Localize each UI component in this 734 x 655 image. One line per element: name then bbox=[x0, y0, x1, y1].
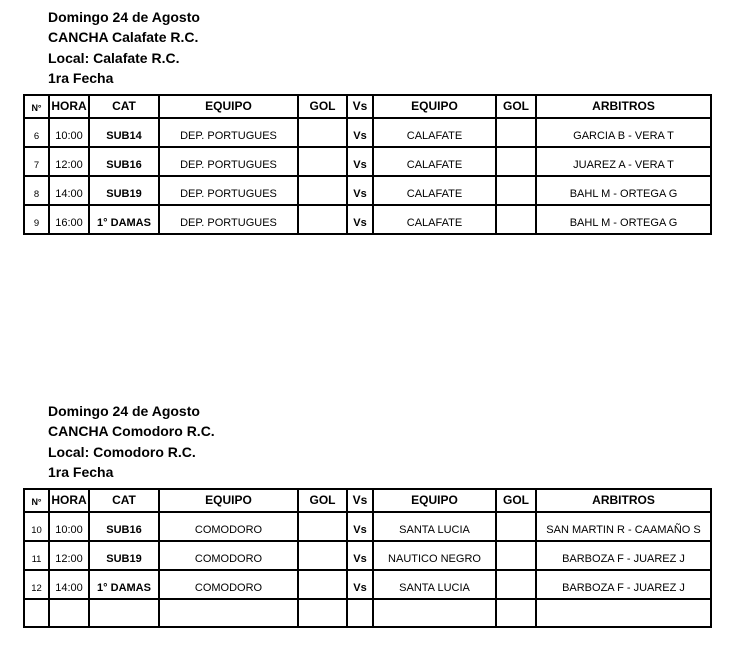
cell-gol-visita bbox=[496, 205, 536, 234]
cell-equipo-local: DEP. PORTUGUES bbox=[159, 205, 298, 234]
cell-categoria: SUB16 bbox=[89, 512, 159, 541]
cell-equipo-visita: CALAFATE bbox=[373, 176, 496, 205]
cell-equipo-visita: SANTA LUCIA bbox=[373, 570, 496, 599]
col-header-cat: CAT bbox=[89, 489, 159, 512]
cell-match-number bbox=[24, 599, 49, 627]
col-header-equipo-local: EQUIPO bbox=[159, 95, 298, 118]
fixture-section-comodoro bbox=[23, 401, 712, 628]
col-header-hora: HORA bbox=[49, 95, 89, 118]
cell-equipo-visita: CALAFATE bbox=[373, 205, 496, 234]
fixtures-table-comodoro bbox=[23, 488, 712, 628]
cell-arbitros: SAN MARTIN R - CAAMAÑO S bbox=[536, 512, 711, 541]
cell-arbitros: BARBOZA F - JUAREZ J bbox=[536, 570, 711, 599]
cell-gol-visita bbox=[496, 118, 536, 147]
section-headings bbox=[48, 401, 712, 482]
cell-arbitros: BAHL M - ORTEGA G bbox=[536, 176, 711, 205]
cell-hora: 16:00 bbox=[49, 205, 89, 234]
cell-arbitros: BAHL M - ORTEGA G bbox=[536, 205, 711, 234]
cell-match-number: 11 bbox=[24, 541, 49, 570]
cell-hora: 12:00 bbox=[49, 147, 89, 176]
cell-vs: Vs bbox=[347, 176, 373, 205]
empty-match-row bbox=[24, 599, 711, 627]
col-header-vs: Vs bbox=[347, 95, 373, 118]
cell-equipo-visita: NAUTICO NEGRO bbox=[373, 541, 496, 570]
cell-categoria: SUB14 bbox=[89, 118, 159, 147]
cell-gol-visita bbox=[496, 570, 536, 599]
table-header-row bbox=[24, 95, 711, 118]
cell-vs: Vs bbox=[347, 512, 373, 541]
cell-vs: Vs bbox=[347, 118, 373, 147]
cell-categoria: SUB16 bbox=[89, 147, 159, 176]
col-header-cat: CAT bbox=[89, 95, 159, 118]
col-header-equipo-visita: EQUIPO bbox=[373, 95, 496, 118]
col-header-num: N° bbox=[24, 95, 49, 118]
cell-gol-local bbox=[298, 570, 347, 599]
cell-hora: 14:00 bbox=[49, 176, 89, 205]
match-row bbox=[24, 570, 711, 599]
cell-vs: Vs bbox=[347, 147, 373, 176]
table-header-row bbox=[24, 489, 711, 512]
cell-gol-visita bbox=[496, 176, 536, 205]
cell-gol-local bbox=[298, 541, 347, 570]
cell-hora: 10:00 bbox=[49, 118, 89, 147]
match-row bbox=[24, 205, 711, 234]
cell-match-number: 6 bbox=[24, 118, 49, 147]
cell-arbitros: BARBOZA F - JUAREZ J bbox=[536, 541, 711, 570]
cell-gol-visita bbox=[496, 147, 536, 176]
cell-equipo-visita: CALAFATE bbox=[373, 147, 496, 176]
cell-hora: 12:00 bbox=[49, 541, 89, 570]
cell-equipo-visita: SANTA LUCIA bbox=[373, 512, 496, 541]
cell-categoria: 1° DAMAS bbox=[89, 205, 159, 234]
cell-categoria: SUB19 bbox=[89, 541, 159, 570]
cell-gol-local bbox=[298, 599, 347, 627]
cell-gol-visita bbox=[496, 599, 536, 627]
cell-match-number: 9 bbox=[24, 205, 49, 234]
match-row bbox=[24, 512, 711, 541]
col-header-arbitros: ARBITROS bbox=[536, 489, 711, 512]
cell-gol-local bbox=[298, 118, 347, 147]
heading-date: Domingo 24 de Agosto bbox=[48, 403, 200, 419]
cell-vs: Vs bbox=[347, 205, 373, 234]
col-header-arbitros: ARBITROS bbox=[536, 95, 711, 118]
cell-gol-local bbox=[298, 512, 347, 541]
col-header-equipo-visita: EQUIPO bbox=[373, 489, 496, 512]
heading-local: Local: Calafate R.C. bbox=[48, 49, 180, 66]
cell-hora: 10:00 bbox=[49, 512, 89, 541]
heading-cancha: CANCHA Calafate R.C. bbox=[48, 29, 199, 46]
match-row bbox=[24, 118, 711, 147]
cell-gol-local bbox=[298, 205, 347, 234]
cell-arbitros: GARCIA B - VERA T bbox=[536, 118, 711, 147]
cell-hora: 14:00 bbox=[49, 570, 89, 599]
col-header-hora: HORA bbox=[49, 489, 89, 512]
fixtures-table-calafate bbox=[23, 94, 712, 235]
col-header-gol-visita: GOL bbox=[496, 95, 536, 118]
col-header-num: N° bbox=[24, 489, 49, 512]
cell-equipo-visita bbox=[373, 599, 496, 627]
col-header-gol-local: GOL bbox=[298, 489, 347, 512]
cell-equipo-local bbox=[159, 599, 298, 627]
cell-equipo-visita: CALAFATE bbox=[373, 118, 496, 147]
cell-vs bbox=[347, 599, 373, 627]
heading-fecha: 1ra Fecha bbox=[48, 69, 114, 86]
cell-equipo-local: DEP. PORTUGUES bbox=[159, 147, 298, 176]
cell-arbitros bbox=[536, 599, 711, 627]
cell-gol-visita bbox=[496, 512, 536, 541]
match-row bbox=[24, 176, 711, 205]
cell-categoria: SUB19 bbox=[89, 176, 159, 205]
cell-equipo-local: DEP. PORTUGUES bbox=[159, 176, 298, 205]
cell-gol-local bbox=[298, 147, 347, 176]
cell-match-number: 10 bbox=[24, 512, 49, 541]
heading-cancha: CANCHA Comodoro R.C. bbox=[48, 423, 215, 440]
cell-categoria bbox=[89, 599, 159, 627]
heading-fecha: 1ra Fecha bbox=[48, 463, 114, 480]
heading-date: Domingo 24 de Agosto bbox=[48, 9, 200, 25]
cell-categoria: 1° DAMAS bbox=[89, 570, 159, 599]
cell-gol-visita bbox=[496, 541, 536, 570]
cell-equipo-local: COMODORO bbox=[159, 570, 298, 599]
section-headings bbox=[48, 7, 712, 88]
col-header-equipo-local: EQUIPO bbox=[159, 489, 298, 512]
fixture-section-calafate bbox=[23, 7, 712, 235]
cell-equipo-local: DEP. PORTUGUES bbox=[159, 118, 298, 147]
cell-match-number: 8 bbox=[24, 176, 49, 205]
heading-local: Local: Comodoro R.C. bbox=[48, 443, 196, 460]
cell-match-number: 12 bbox=[24, 570, 49, 599]
cell-vs: Vs bbox=[347, 570, 373, 599]
cell-arbitros: JUAREZ A - VERA T bbox=[536, 147, 711, 176]
cell-equipo-local: COMODORO bbox=[159, 512, 298, 541]
cell-equipo-local: COMODORO bbox=[159, 541, 298, 570]
match-row bbox=[24, 147, 711, 176]
cell-match-number: 7 bbox=[24, 147, 49, 176]
cell-gol-local bbox=[298, 176, 347, 205]
col-header-gol-visita: GOL bbox=[496, 489, 536, 512]
col-header-vs: Vs bbox=[347, 489, 373, 512]
match-row bbox=[24, 541, 711, 570]
cell-hora bbox=[49, 599, 89, 627]
col-header-gol-local: GOL bbox=[298, 95, 347, 118]
cell-vs: Vs bbox=[347, 541, 373, 570]
